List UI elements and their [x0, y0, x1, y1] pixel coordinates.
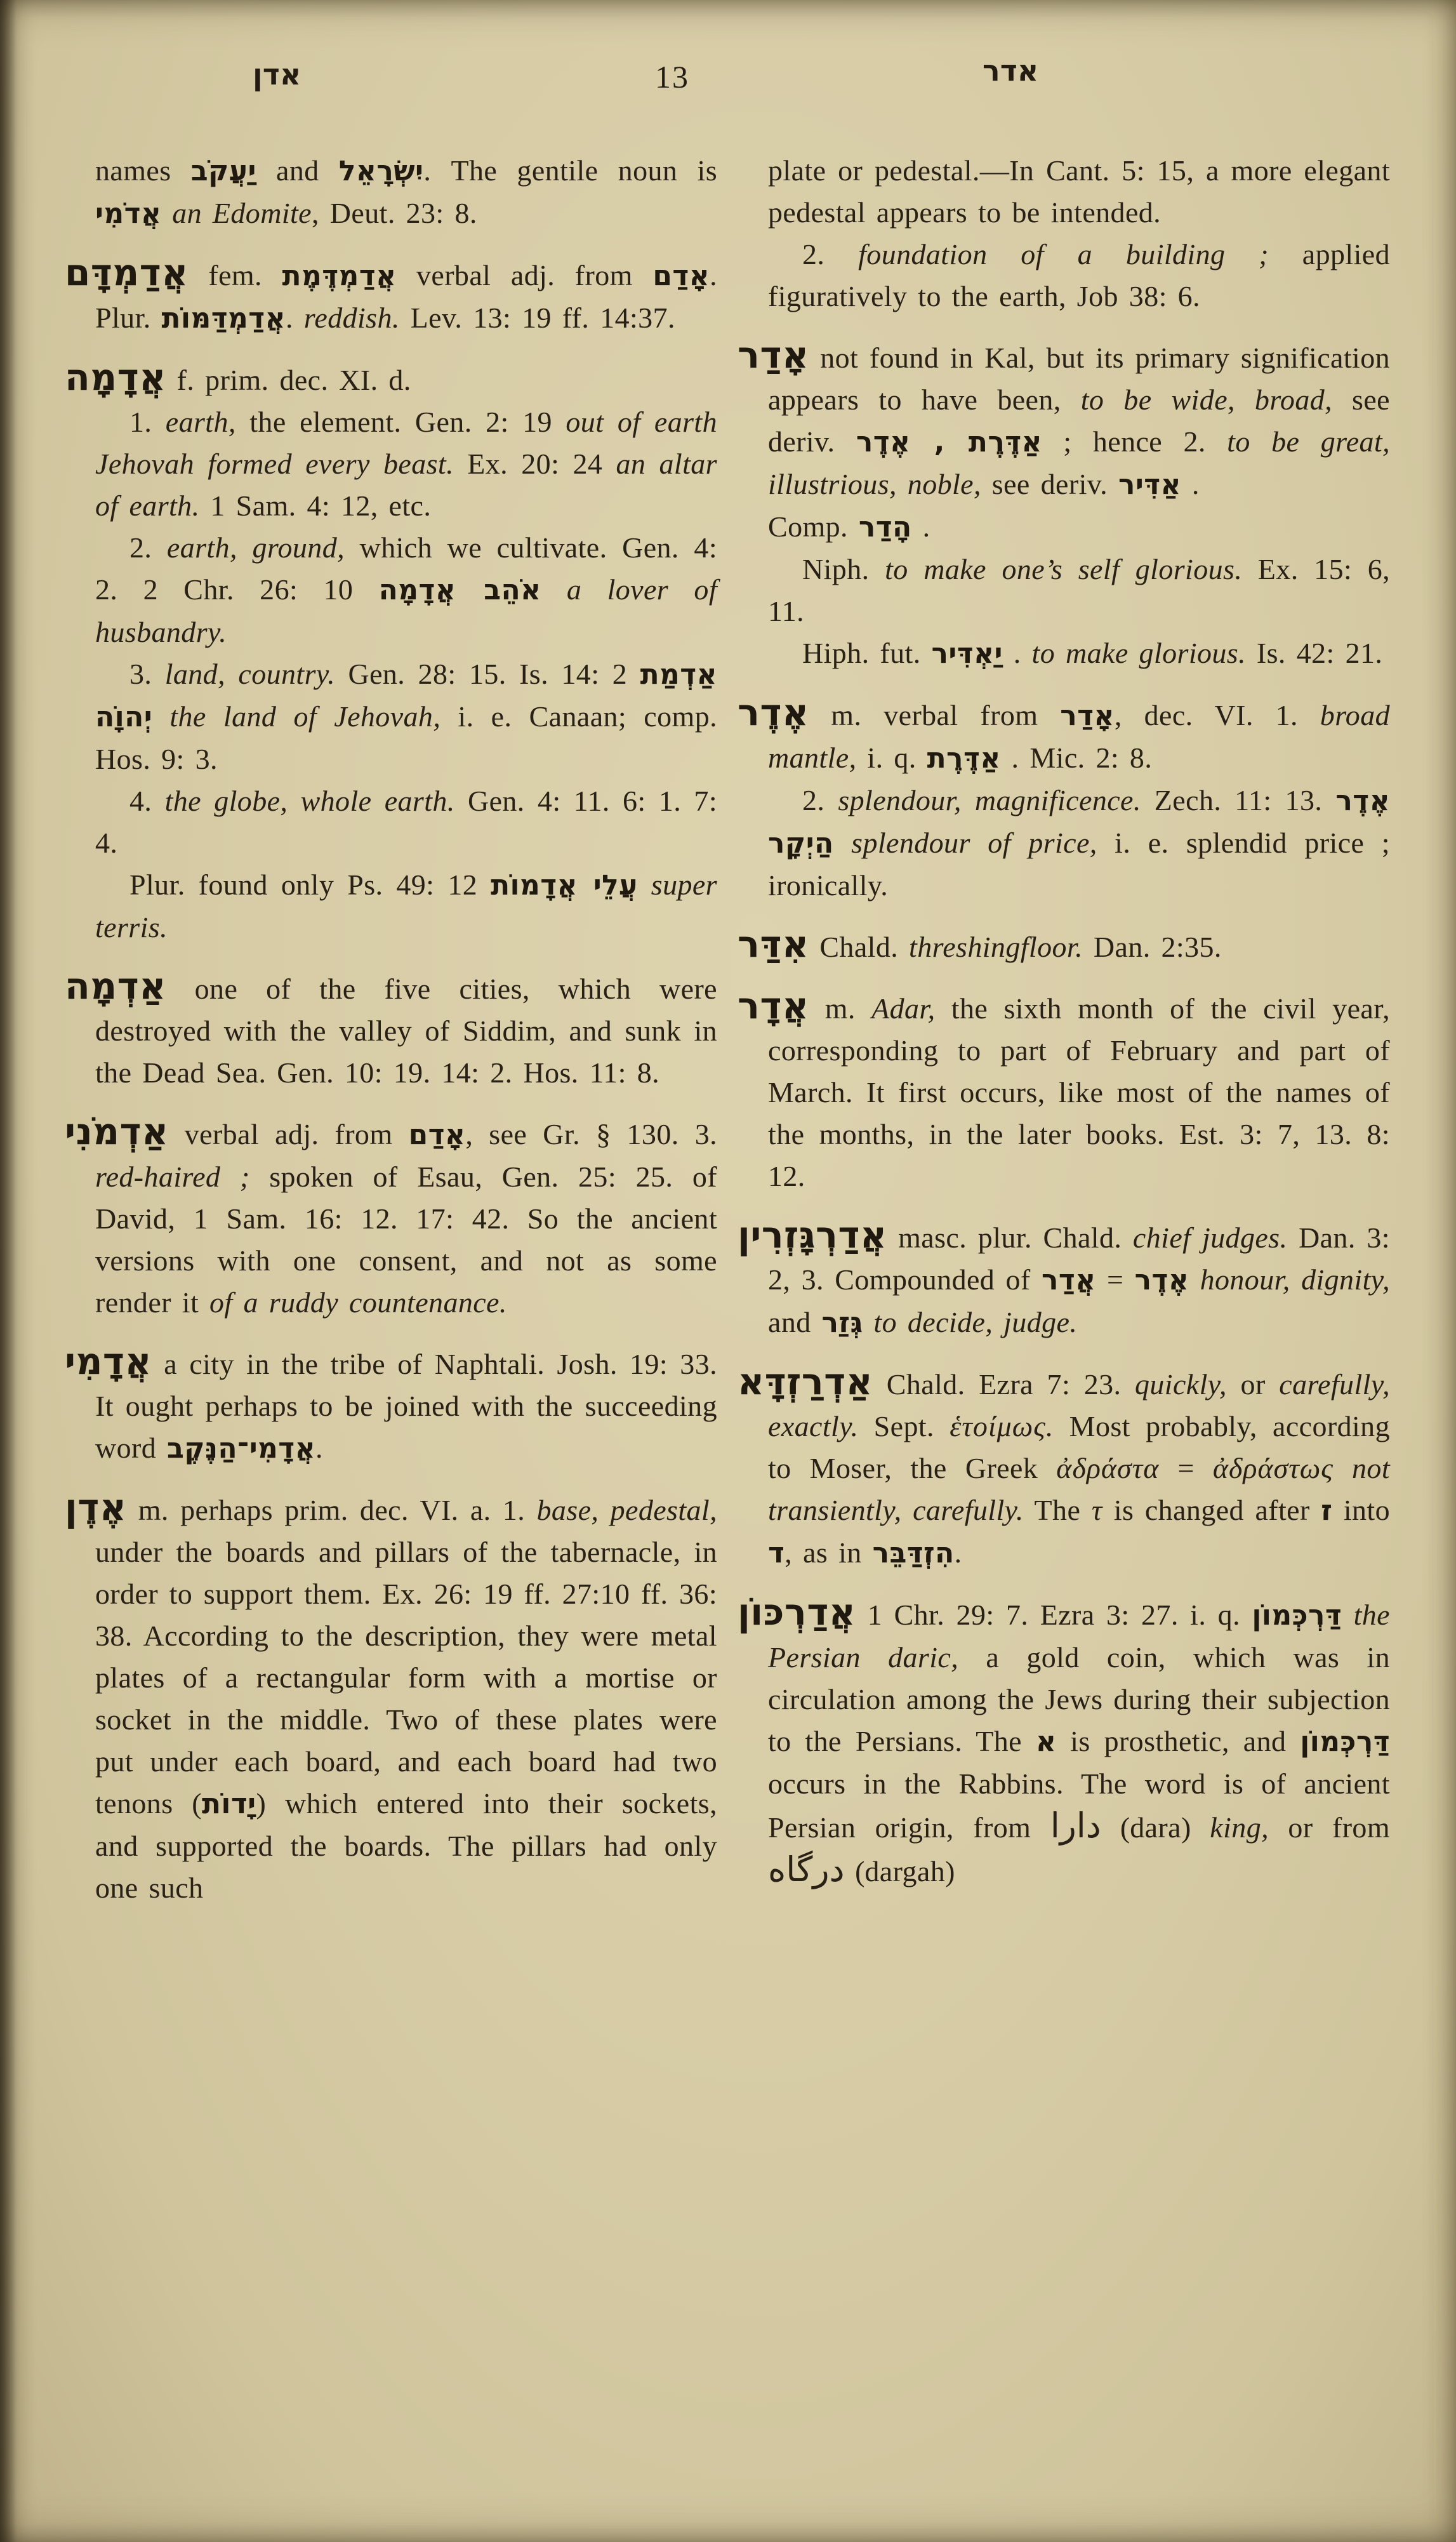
text-run: The: [1023, 1494, 1092, 1526]
text-run: , dec. VI. 1.: [1114, 699, 1320, 731]
italic-text: threshingfloor.: [909, 931, 1083, 963]
hebrew-word: יַעֲקֹב: [190, 155, 256, 187]
text-run: Hiph. fut.: [802, 637, 932, 669]
text-run: Chald. Ezra 7: 23.: [873, 1368, 1135, 1401]
text-run: one of the five cities, which were destroyed with the valley of Siddim, and sunk in the Dead Sea. Gen. 10: 19. 14: 2. Hos. 11: 8.: [95, 973, 717, 1089]
text-run: .: [1181, 468, 1200, 500]
text-run: Gen. 28: 15. Is. 14: 2: [335, 658, 640, 690]
text-run: Gen. 4: 11. 6: 1. 7: 4.: [95, 785, 718, 859]
text-run: under the boards and pillars of the tabernacle, in order to support them. Ex. 26: 19 ff. 27:10 ff. 36: 38. According to the description, they were metal plates of a rectangular form with a mortise or socket in the middle. Two of these plates were put under each board, and each board had two tenons (: [95, 1536, 717, 1820]
italic-text: the land of Jehovah,: [169, 700, 441, 733]
text-run: Dan. 3: 2, 3. Compounded of: [768, 1221, 1390, 1296]
italic-text: not transiently, carefully.: [768, 1452, 1390, 1526]
text-run: .: [1002, 637, 1032, 669]
sense-paragraph: [768, 632, 1390, 675]
text-run: which we cultivate. Gen. 4: 2. 2 Chr. 26: 10: [95, 531, 718, 606]
italic-text: reddish.: [303, 302, 400, 334]
text-run: [834, 827, 851, 859]
text-run: . Mic. 2: 8.: [1000, 742, 1153, 774]
hebrew-headword: אֲדַרְגָּזְרִין: [738, 1213, 887, 1256]
entry-paragraph: [738, 1360, 1391, 1574]
text-run: verbal adj. from: [168, 1118, 409, 1150]
italic-text: to make glorious.: [1031, 637, 1247, 669]
italic-text: to make one’s self glorious.: [885, 553, 1243, 585]
hebrew-headword: אַדְמָה: [65, 964, 166, 1008]
sense-paragraph: [95, 401, 717, 527]
text-run: Comp.: [768, 510, 859, 543]
sense-paragraph: [95, 653, 717, 780]
text-run: [638, 868, 651, 901]
italic-text: an altar of earth.: [95, 448, 717, 522]
text-run: is changed after: [1102, 1494, 1321, 1526]
hebrew-word: הָדַר: [858, 511, 912, 543]
text-run: (dargah): [844, 1855, 955, 1887]
italic-text: earth, ground,: [166, 531, 345, 564]
hebrew-headword: אֲדַרְכּוֹן: [738, 1590, 856, 1634]
persian-word: درگاه: [768, 1849, 845, 1889]
hebrew-word: אַדְמַת יְהוָֹה: [95, 658, 717, 733]
text-run: 2.: [802, 238, 859, 270]
hebrew-word: אֲדַמְדַּמּוֹת: [161, 302, 286, 335]
italic-text: base, pedestal,: [536, 1494, 717, 1526]
text-run: (dara): [1101, 1811, 1210, 1844]
italic-text: chief judges.: [1132, 1221, 1288, 1254]
entry-paragraph: [738, 1590, 1390, 1893]
text-run: applied figuratively to the earth, Job 38: 6.: [768, 238, 1390, 312]
text-run: 3.: [129, 658, 165, 690]
text-run: fem.: [188, 259, 282, 291]
hebrew-word: אַדֶּרֶת: [927, 742, 1001, 775]
italic-text: quickly,: [1134, 1368, 1227, 1401]
text-run: is prosthetic, and: [1056, 1725, 1300, 1757]
italic-text: the Persian daric,: [768, 1599, 1390, 1674]
text-run: and: [256, 154, 339, 187]
text-run: and: [768, 1306, 822, 1338]
hebrew-headword: אַדְרַזְדָּא: [738, 1360, 873, 1403]
text-run: Niph.: [802, 553, 885, 585]
hebrew-word: אָדַם: [652, 260, 710, 292]
text-run: f. prim. dec. XI. d.: [166, 364, 411, 396]
hebrew-word: דַּרְכְּמוֹן: [1300, 1726, 1390, 1758]
italic-text: to be great, illustrious, noble,: [768, 425, 1390, 500]
hebrew-word: אֶדֶר: [1134, 1264, 1189, 1296]
text-run: plate or pedestal.—In Cant. 5: 15, a more elegant pedestal appears to be intended.: [768, 154, 1390, 229]
sense-paragraph: [768, 780, 1390, 907]
greek-text: ἑτοίμως.: [950, 1410, 1054, 1442]
text-run: or: [1226, 1368, 1280, 1401]
text-run: Plur. found only Ps. 49: 12: [129, 868, 491, 901]
text-run: not found in Kal, but its primary signification appears to have been,: [768, 342, 1390, 416]
italic-text: land, country.: [164, 658, 336, 690]
hebrew-word: אֲדָמִי־הַנֶּקֶב: [167, 1432, 316, 1465]
hebrew-word: ז: [1321, 1494, 1333, 1527]
hebrew-headword: אֶדֶר: [738, 691, 809, 734]
hebrew-word: אַדֶּרֶת , אֶדֶר: [856, 426, 1042, 458]
hebrew-headword: אֶדֶן: [65, 1486, 127, 1529]
text-run: verbal adj. from: [396, 259, 653, 291]
sense-paragraph: [95, 780, 717, 864]
text-run: Is. 42: 21.: [1246, 637, 1383, 669]
page-number: 13: [655, 59, 689, 95]
text-run: [541, 573, 567, 606]
entry-paragraph: [738, 1213, 1390, 1344]
italic-text: splendour of price,: [851, 827, 1097, 859]
hebrew-word: אַדִּיר: [1118, 469, 1181, 501]
entry-paragraph: [65, 964, 717, 1094]
hebrew-word: א: [1035, 1726, 1057, 1758]
text-run: the element. Gen. 2: 19: [235, 406, 566, 438]
italic-text: Adar,: [871, 992, 936, 1025]
text-run: Zech. 11: 13.: [1141, 784, 1336, 816]
text-run: spoken of Esau, Gen. 25: 25. of David, 1 Sam. 16: 12. 17: 42. So the ancient versions with one consent, and not as some render it: [95, 1161, 717, 1319]
text-run: Ex. 20: 24: [454, 448, 616, 480]
text-run: masc. plur. Chald.: [887, 1221, 1133, 1254]
text-run: , as in: [784, 1536, 873, 1569]
hebrew-headword: אָדַר: [738, 333, 809, 376]
italic-text: an Edomite: [161, 197, 312, 229]
hebrew-word: אֲדַר: [1042, 1264, 1096, 1296]
text-run: a gold coin, which was in circulation among the Jews during their subjection to the Persians. The: [768, 1641, 1390, 1757]
text-run: . Plur.: [95, 259, 717, 334]
hebrew-word: דַּרְכְּמוֹן: [1252, 1599, 1342, 1632]
italic-text: broad mantle,: [768, 699, 1390, 774]
text-run: . The gentile noun is: [423, 154, 718, 187]
entry-paragraph: [65, 1340, 717, 1470]
left-column: [65, 150, 718, 2542]
text-run: , see Gr. § 130. 3.: [465, 1118, 717, 1150]
hebrew-headword: אֲדָמָה: [65, 356, 166, 399]
text-run: .: [954, 1536, 962, 1569]
text-run: [1334, 1452, 1352, 1484]
right-column: [738, 150, 1391, 2542]
italic-text: foundation of a building ;: [858, 238, 1269, 270]
text-run: the sixth month of the civil year, corresponding to part of February and part of March. It first occurs, like most of the names of the months, in the later books. Est. 3: 7, 13. 8: 12.: [768, 992, 1390, 1192]
italic-text: to decide, judge.: [873, 1306, 1078, 1338]
hebrew-headword: אַדְמֹנִי: [65, 1110, 169, 1153]
italic-text: earth,: [165, 406, 236, 438]
text-run: 2.: [802, 784, 838, 816]
text-run: i. e. splendid price ; ironically.: [768, 827, 1390, 902]
hebrew-word: הִזְדַּבֵּר: [872, 1537, 955, 1569]
text-run: Lev. 13: 19 ff. 14:37.: [399, 302, 675, 334]
italic-text: super terris.: [95, 868, 717, 943]
text-run: m. verbal from: [809, 699, 1061, 731]
hebrew-word: גְּזַר: [821, 1307, 863, 1339]
hebrew-word: יִשְׂרָאֵל: [338, 155, 424, 187]
entry-paragraph: [738, 333, 1390, 506]
italic-text: honour, dignity,: [1200, 1263, 1390, 1296]
text-run: names: [95, 154, 191, 187]
italic-text: splendour, magnificence.: [838, 784, 1141, 816]
continuation-paragraph: [95, 150, 717, 235]
greek-text: ἀδράστα: [1056, 1452, 1160, 1484]
italic-text: a lover of husbandry.: [95, 573, 717, 648]
greek-text: τ: [1091, 1494, 1103, 1526]
text-run: 1 Chr. 29: 7. Ezra 3: 27. i. q.: [856, 1599, 1252, 1631]
italic-text: red-haired ;: [95, 1161, 250, 1193]
sense-paragraph: [768, 234, 1390, 317]
hebrew-headword: אֲדַמְדָּם: [65, 251, 189, 294]
entry-paragraph: [65, 356, 717, 401]
hebrew-word: ד: [768, 1537, 785, 1569]
text-run: m. perhaps prim. dec. VI. a. 1.: [126, 1494, 537, 1526]
running-head-left-hebrew: אדן: [253, 57, 301, 91]
italic-text: of a ruddy countenance.: [209, 1286, 507, 1319]
text-run: [863, 1306, 874, 1338]
sense-paragraph: [95, 527, 717, 653]
text-run: Ex. 15: 6, 11.: [768, 553, 1391, 627]
hebrew-headword: אֲדָמִי: [65, 1340, 152, 1383]
text-run: or from: [1269, 1811, 1390, 1844]
text-run: .: [315, 1432, 323, 1464]
hebrew-word: אָדַר: [1060, 700, 1115, 732]
running-head: [0, 53, 1456, 110]
text-run: into: [1332, 1494, 1391, 1526]
sense-paragraph: [95, 864, 717, 948]
text-run: .: [911, 510, 930, 543]
text-run: =: [1095, 1263, 1135, 1296]
text-run: [1189, 1263, 1200, 1296]
text-run: i. e. Canaan; comp. Hos. 9: 3.: [95, 700, 717, 775]
italic-text: carefully, exactly.: [768, 1368, 1390, 1442]
text-run: a city in the tribe of Naphtali. Josh. 19: 33. It ought perhaps to be joined with the succeeding word: [95, 1348, 717, 1464]
italic-text: to be wide, broad,: [1080, 383, 1333, 416]
hebrew-headword: אֲדָר: [738, 984, 809, 1027]
continuation-paragraph: [768, 150, 1390, 234]
running-head-right-hebrew: אדר: [983, 53, 1039, 88]
text-run: see deriv.: [981, 468, 1118, 500]
page-body: [0, 150, 1456, 2542]
text-run: Chald.: [809, 931, 910, 963]
text-run: see deriv.: [768, 383, 1390, 458]
text-run: =: [1159, 1452, 1213, 1484]
text-run: , Deut. 23: 8.: [312, 197, 477, 229]
italic-text: the globe, whole earth.: [164, 785, 455, 817]
text-run: ; hence 2.: [1042, 425, 1228, 458]
entry-paragraph: [738, 922, 1390, 968]
text-run: occurs in the Rabbins. The word is of ancient Persian origin, from: [768, 1767, 1390, 1844]
text-run: i. q.: [856, 742, 927, 774]
text-run: 4.: [129, 785, 165, 817]
text-run: [152, 700, 169, 733]
entry-paragraph: [738, 691, 1390, 780]
italic-text: king,: [1210, 1811, 1269, 1844]
text-run: 1.: [129, 406, 166, 438]
hebrew-word: אֶדֶר הַיְקָר: [768, 785, 1390, 860]
text-run: .: [285, 302, 304, 334]
text-run: ) which entered into their sockets, and supported the boards. The pillars had only one such: [95, 1787, 717, 1904]
text-run: Dan. 2:35.: [1082, 931, 1222, 963]
hebrew-word: אָדַם: [408, 1119, 466, 1151]
hebrew-word: אֲדַמְדֶּמֶת: [282, 260, 397, 292]
text-run: 2.: [129, 531, 167, 564]
text-run: Sept.: [858, 1410, 950, 1442]
sense-paragraph: [768, 549, 1390, 632]
entry-paragraph: [65, 251, 717, 340]
text-run: Most probably, according to Moser, the Greek: [768, 1410, 1390, 1484]
persian-word: دارا: [1050, 1806, 1101, 1846]
hebrew-word: עֲלֵי אֲדָמוֹת: [491, 869, 638, 902]
entry-paragraph: [738, 984, 1390, 1197]
hebrew-word: יָדוֹת: [201, 1788, 256, 1820]
text-run: 1 Sam. 4: 12, etc.: [199, 489, 432, 522]
hebrew-word: אֲדֹמִי: [95, 197, 162, 230]
continuation-paragraph: [768, 506, 1390, 549]
hebrew-headword: אִדַּר: [738, 922, 809, 966]
text-run: [1342, 1599, 1353, 1631]
hebrew-word: אֹהֵב אֲדָמָה: [378, 574, 541, 606]
entry-paragraph: [65, 1486, 717, 1909]
italic-text: out of earth Jehovah formed every beast.: [95, 406, 718, 480]
greek-text: ἀδράστως: [1212, 1452, 1334, 1484]
hebrew-word: יַאְדִּיר: [931, 637, 1003, 670]
entry-paragraph: [65, 1110, 717, 1324]
text-run: m.: [809, 992, 872, 1025]
